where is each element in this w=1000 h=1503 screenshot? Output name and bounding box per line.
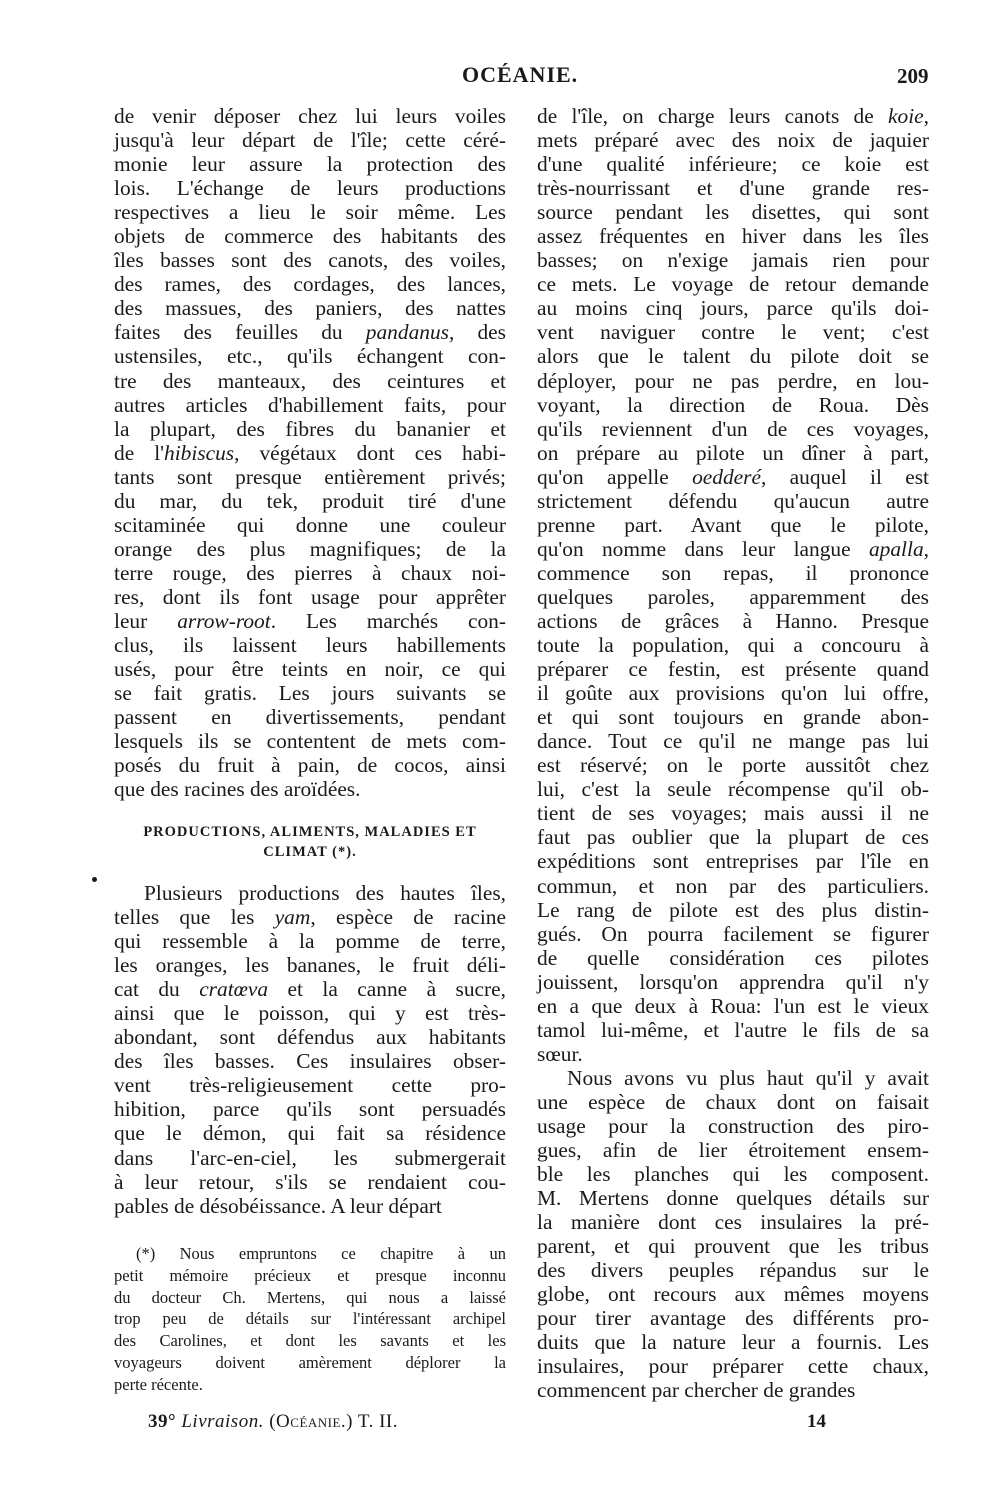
livraison-signature <box>148 1411 398 1433</box>
text-segment: duits que la nature leur a fournis. Les <box>537 1330 929 1355</box>
text-segment: M. Mertens donne quelques détails sur <box>537 1186 929 1211</box>
text-segment: de l'île, on charge leurs canots de <box>537 104 888 128</box>
text-segment: Nous avons vu plus haut qu'il y avait <box>567 1065 929 1090</box>
text-segment: , végétaux dont ces habi- <box>234 440 506 465</box>
margin-mark <box>92 877 97 882</box>
text-segment: du mar, du tek, produit tiré d'une <box>114 488 506 513</box>
text-segment: assez fréquentes en hiver dans les îles <box>537 224 929 249</box>
text-segment: pour tirer avantage des différents pro- <box>537 1306 929 1331</box>
italic-term: cratœva <box>199 977 269 1002</box>
text-segment: dans l'arc-en-ciel, les submergerait <box>114 1145 506 1170</box>
text-line <box>537 681 929 705</box>
volume-reference: (Océanie.) T. II. <box>269 1411 399 1432</box>
text-segment: clus, ils laissent leurs habillements <box>114 633 506 658</box>
text-segment: pables de désobéissance. A leur départ <box>114 1193 442 1218</box>
text-segment: tants sont presque entièrement privés; <box>114 464 506 489</box>
text-line <box>114 344 506 368</box>
text-line <box>537 417 929 441</box>
text-segment: se fait gratis. Les jours suivants se <box>114 681 506 706</box>
text-segment: la plupart, des fibres du bananier et <box>114 416 506 441</box>
text-line <box>537 272 929 296</box>
text-line <box>114 128 506 152</box>
text-line <box>114 1194 506 1218</box>
text-segment: mets préparé avec des noix de jaquier <box>537 128 929 153</box>
text-line <box>114 1170 506 1194</box>
text-segment: et qui sont toujours en grande abon- <box>537 705 929 730</box>
italic-term: arrow-root <box>177 608 271 633</box>
text-segment: ble les planches qui les composent. <box>537 1162 929 1187</box>
text-segment: îles basses sont des canots, des voiles, <box>114 248 506 273</box>
text-segment: telles que les <box>114 905 275 930</box>
right-column <box>537 104 929 1403</box>
section-heading-line-1: PRODUCTIONS, ALIMENTS, MALADIES ET <box>143 824 477 840</box>
text-line <box>537 152 929 176</box>
text-line <box>114 753 506 777</box>
text-line <box>114 296 506 320</box>
text-line <box>114 657 506 681</box>
text-segment: commence son repas, il prononce <box>537 560 929 585</box>
text-segment: usés, pour être teints en noir, ce qui <box>114 657 506 682</box>
text-segment: perte récente. <box>114 1374 203 1394</box>
text-line <box>537 561 929 585</box>
text-segment: terre rouge, des pierres à chaux noi- <box>114 560 506 585</box>
text-segment: autres articles d'habillement faits, pour <box>114 392 506 417</box>
text-line <box>537 633 929 657</box>
italic-term: yam <box>274 905 311 930</box>
text-segment: des îles basses. Ces insulaires obser- <box>114 1049 506 1074</box>
text-segment: respectives a lieu le soir même. Les <box>114 200 506 225</box>
text-segment: voyageurs doivent amèrement déplorer la <box>114 1352 506 1372</box>
text-segment: quelques paroles, apparemment des <box>537 584 929 609</box>
text-segment: des Carolines, et dont les savants et les <box>114 1331 506 1351</box>
text-line <box>537 1138 929 1162</box>
page-number: 209 <box>897 64 929 88</box>
text-line <box>114 1146 506 1170</box>
text-segment: leur <box>114 608 178 633</box>
text-line <box>537 753 929 777</box>
text-segment: (*) Nous empruntons ce chapitre à un <box>136 1244 506 1263</box>
text-segment: vent naviguer contre le vent; c'est <box>537 320 929 345</box>
text-line <box>537 296 929 320</box>
text-line <box>537 609 929 633</box>
text-segment: ce mets. Le voyage de retour demande <box>537 272 929 297</box>
text-segment: lois. L'échange de leurs productions <box>114 176 506 201</box>
text-line <box>537 1066 929 1090</box>
running-title: OCÉANIE. <box>462 62 579 87</box>
text-segment: gues, afin de lier étroitement ensem- <box>537 1138 929 1163</box>
left-column <box>114 104 506 801</box>
text-segment: commun, et non par des particuliers. <box>537 873 929 898</box>
text-line <box>114 1308 506 1330</box>
text-segment: orange des plus magnifiques; de la <box>114 536 506 561</box>
text-segment: parent, et qui prouvent que les tribus <box>537 1234 929 1259</box>
text-line <box>537 513 929 537</box>
text-segment: toute la population, qui a concouru à <box>537 633 929 658</box>
section-heading-line-2: CLIMAT (*). <box>263 844 357 860</box>
text-line <box>537 801 929 825</box>
text-segment: qu'on nomme dans leur langue <box>537 536 869 561</box>
text-segment: abondant, sont défendus aux habitants <box>114 1025 506 1050</box>
text-segment: une espèce de chaux dont on faisait <box>537 1089 929 1114</box>
footnote <box>114 1243 506 1396</box>
text-segment: commencent par chercher de grandes <box>537 1378 856 1403</box>
text-segment: ustensiles, etc., qu'ils échangent con- <box>114 344 506 369</box>
text-line <box>537 489 929 513</box>
text-segment: déployer, pour ne pas perdre, en lou- <box>537 368 929 393</box>
text-line <box>537 1378 929 1402</box>
text-line <box>114 1097 506 1121</box>
text-segment: , des <box>448 320 506 345</box>
text-line <box>537 1114 929 1138</box>
italic-term: pandanus <box>365 320 449 345</box>
text-segment: gués. On pourra facilement se figurer <box>537 921 929 946</box>
text-segment: expéditions sont entreprises par l'île en <box>537 849 929 874</box>
text-segment: , <box>923 104 929 128</box>
text-segment: alors que le talent du pilote doit se <box>537 344 929 369</box>
livraison-number: 39° <box>148 1411 177 1432</box>
text-line <box>537 320 929 344</box>
text-line <box>114 1243 506 1265</box>
text-line <box>114 1330 506 1352</box>
text-segment: passent en divertissements, pendant <box>114 705 506 730</box>
text-segment: prenne part. Avant que le pilote, <box>537 512 929 537</box>
signature-number: 14 <box>807 1411 826 1432</box>
text-line <box>537 922 929 946</box>
text-segment: source pendant les disettes, qui sont <box>537 200 929 225</box>
text-segment: ainsi que le poisson, qui y est très- <box>114 1001 506 1026</box>
text-line <box>537 849 929 873</box>
text-line <box>537 1042 929 1066</box>
text-segment: monie leur assure la protection des <box>114 152 506 177</box>
text-segment: qu'ils reviennent d'un de ces voyages, <box>537 416 929 441</box>
section-heading <box>114 822 506 862</box>
text-segment: en a que deux à Roua: l'un est le vieux <box>537 993 929 1018</box>
text-segment: préparer ce festin, est présente quand <box>537 657 929 682</box>
text-segment: lui, c'est la seule récompense qu'il ob- <box>537 777 929 802</box>
text-segment: d'une qualité inférieure; ce koie est <box>537 152 929 177</box>
text-segment: de quelle considération ces pilotes <box>537 945 929 970</box>
text-segment: tient de ses voyages; mais aussi il ne <box>537 801 929 826</box>
text-line <box>537 585 929 609</box>
text-line <box>537 128 929 152</box>
text-segment: , <box>923 536 929 561</box>
text-line <box>114 513 506 537</box>
text-segment: Plusieurs productions des hautes îles, <box>144 881 506 905</box>
text-segment: tamol lui-même, et l'autre le fils de sa <box>537 1017 929 1042</box>
text-line <box>537 441 929 465</box>
text-line <box>114 320 506 344</box>
text-segment: objets de commerce des habitants des <box>114 224 506 249</box>
text-segment: Le rang de pilote est des plus distin- <box>537 897 929 922</box>
text-line <box>114 705 506 729</box>
text-line <box>537 994 929 1018</box>
text-line <box>114 585 506 609</box>
text-line <box>114 633 506 657</box>
text-segment: au moins cinq jours, parce qu'ils doi- <box>537 296 929 321</box>
text-line <box>114 104 506 128</box>
text-line <box>537 1258 929 1282</box>
text-segment: , auquel il est <box>760 464 930 489</box>
text-segment: de venir déposer chez lui leurs voiles <box>114 104 506 128</box>
text-line <box>114 729 506 753</box>
text-segment: qui ressemble à la pomme de terre, <box>114 929 506 954</box>
text-line <box>537 537 929 561</box>
text-line <box>114 152 506 176</box>
text-segment: insulaires, pour préparer cette chaux, <box>537 1354 929 1379</box>
text-line <box>114 537 506 561</box>
text-segment: basses; on n'exige jamais rien pour <box>537 248 929 273</box>
text-line <box>114 929 506 953</box>
text-line <box>537 393 929 417</box>
text-line <box>537 1234 929 1258</box>
text-line <box>537 970 929 994</box>
text-line <box>537 1306 929 1330</box>
text-segment: il goûte aux provisions qu'on lui offre, <box>537 681 929 706</box>
text-line <box>114 417 506 441</box>
text-segment: que des racines des aroïdées. <box>114 777 361 802</box>
text-line <box>114 224 506 248</box>
text-line <box>537 777 929 801</box>
text-line <box>537 344 929 368</box>
text-line <box>537 1018 929 1042</box>
text-line <box>114 1049 506 1073</box>
text-segment: très-nourrissant et d'une grande res- <box>537 176 929 201</box>
text-segment: tre des manteaux, des ceintures et <box>114 368 506 393</box>
text-line <box>537 946 929 970</box>
text-line <box>537 369 929 393</box>
text-segment: strictement défendu qu'aucun autre <box>537 488 929 513</box>
text-segment: faut pas oublier que la plupart de ces <box>537 825 929 850</box>
text-line <box>537 705 929 729</box>
text-line <box>114 1073 506 1097</box>
text-line <box>537 825 929 849</box>
text-line <box>114 393 506 417</box>
italic-term: oedderé <box>692 464 761 489</box>
text-segment: la manière dont ces insulaires la pré- <box>537 1210 929 1235</box>
text-segment: posés du fruit à pain, de cocos, ainsi <box>114 753 506 778</box>
italic-term: koie <box>888 104 924 128</box>
text-segment: . Les marchés con- <box>270 608 506 633</box>
text-line <box>537 465 929 489</box>
text-line <box>114 953 506 977</box>
livraison-word: Livraison. <box>181 1411 264 1432</box>
text-segment: petit mémoire précieux et presque inconnu <box>114 1265 506 1285</box>
text-segment: des massues, des paniers, des nattes <box>114 296 506 321</box>
text-segment: actions de grâces à Hanno. Presque <box>537 608 929 633</box>
text-segment: cat du <box>114 977 200 1002</box>
text-line <box>537 898 929 922</box>
text-line <box>114 200 506 224</box>
text-line <box>114 977 506 1001</box>
text-line <box>537 224 929 248</box>
text-line <box>114 1121 506 1145</box>
text-segment: faites des feuilles du <box>114 320 366 345</box>
text-segment: des divers peuples répandus sur le <box>537 1258 929 1283</box>
text-line <box>114 609 506 633</box>
text-segment: lesquels ils se contentent de mets com- <box>114 729 506 754</box>
text-line <box>114 777 506 801</box>
text-segment: qu'on appelle <box>537 464 693 489</box>
text-line <box>114 1352 506 1374</box>
text-line <box>537 1210 929 1234</box>
text-line <box>114 905 506 929</box>
text-line <box>114 1374 506 1396</box>
text-line <box>114 369 506 393</box>
text-segment: et la canne à sucre, <box>268 977 506 1002</box>
text-line <box>114 441 506 465</box>
text-segment: est réservé; on le porte aussitôt chez <box>537 753 929 778</box>
text-line <box>537 248 929 272</box>
text-line <box>537 1090 929 1114</box>
text-line <box>537 729 929 753</box>
text-segment: voyant, la direction de Roua. Dès <box>537 392 929 417</box>
text-line <box>537 1282 929 1306</box>
text-line <box>537 1354 929 1378</box>
italic-term: hibiscus <box>164 440 235 465</box>
text-segment: vent très-religieusement cette pro- <box>114 1073 506 1098</box>
text-line <box>114 1265 506 1287</box>
text-line <box>114 1025 506 1049</box>
text-line <box>114 681 506 705</box>
text-line <box>537 176 929 200</box>
text-segment: des rames, des cordages, des lances, <box>114 272 506 297</box>
running-head <box>0 62 1000 92</box>
text-line <box>114 465 506 489</box>
italic-term: apalla <box>868 536 924 561</box>
text-line <box>114 1287 506 1309</box>
text-line <box>114 1001 506 1025</box>
text-line <box>114 489 506 513</box>
text-segment: jusqu'à leur départ de l'île; cette céré- <box>114 128 506 153</box>
text-segment: à leur retour, s'ils se rendaient cou- <box>114 1169 506 1194</box>
text-segment: hibition, parce qu'ils sont persuadés <box>114 1097 506 1122</box>
text-line <box>114 272 506 296</box>
text-segment: globe, ont recours aux mêmes moyens <box>537 1282 929 1307</box>
text-segment: , espèce de racine <box>310 905 506 930</box>
left-column-section-text <box>114 881 506 1218</box>
text-segment: les oranges, les bananes, le fruit déli- <box>114 953 506 978</box>
text-segment: dance. Tout ce qu'il ne mange pas lui <box>537 729 929 754</box>
text-line <box>114 881 506 905</box>
text-segment: res, dont ils font usage pour apprêter <box>114 584 506 609</box>
text-line <box>537 1186 929 1210</box>
text-segment: trop peu de détails sur l'intéressant archipel <box>114 1309 506 1329</box>
text-segment: usage pour la construction des piro- <box>537 1113 929 1138</box>
text-line <box>537 1162 929 1186</box>
text-segment: que le démon, qui fait sa résidence <box>114 1121 506 1146</box>
text-line <box>114 561 506 585</box>
text-line <box>537 1330 929 1354</box>
text-segment: scitaminée qui donne une couleur <box>114 512 506 537</box>
text-segment: de l' <box>114 440 164 465</box>
text-segment: on prépare au pilote un dîner à part, <box>537 440 929 465</box>
text-segment: sœur. <box>537 1041 583 1066</box>
text-line <box>537 874 929 898</box>
text-line <box>537 104 929 128</box>
text-segment: jouissent, lorsqu'on apprendra qu'il n'y <box>537 969 929 994</box>
text-line <box>537 657 929 681</box>
text-line <box>537 200 929 224</box>
text-line <box>114 248 506 272</box>
text-segment: du docteur Ch. Mertens, qui nous a laissé <box>114 1287 506 1307</box>
text-line <box>114 176 506 200</box>
